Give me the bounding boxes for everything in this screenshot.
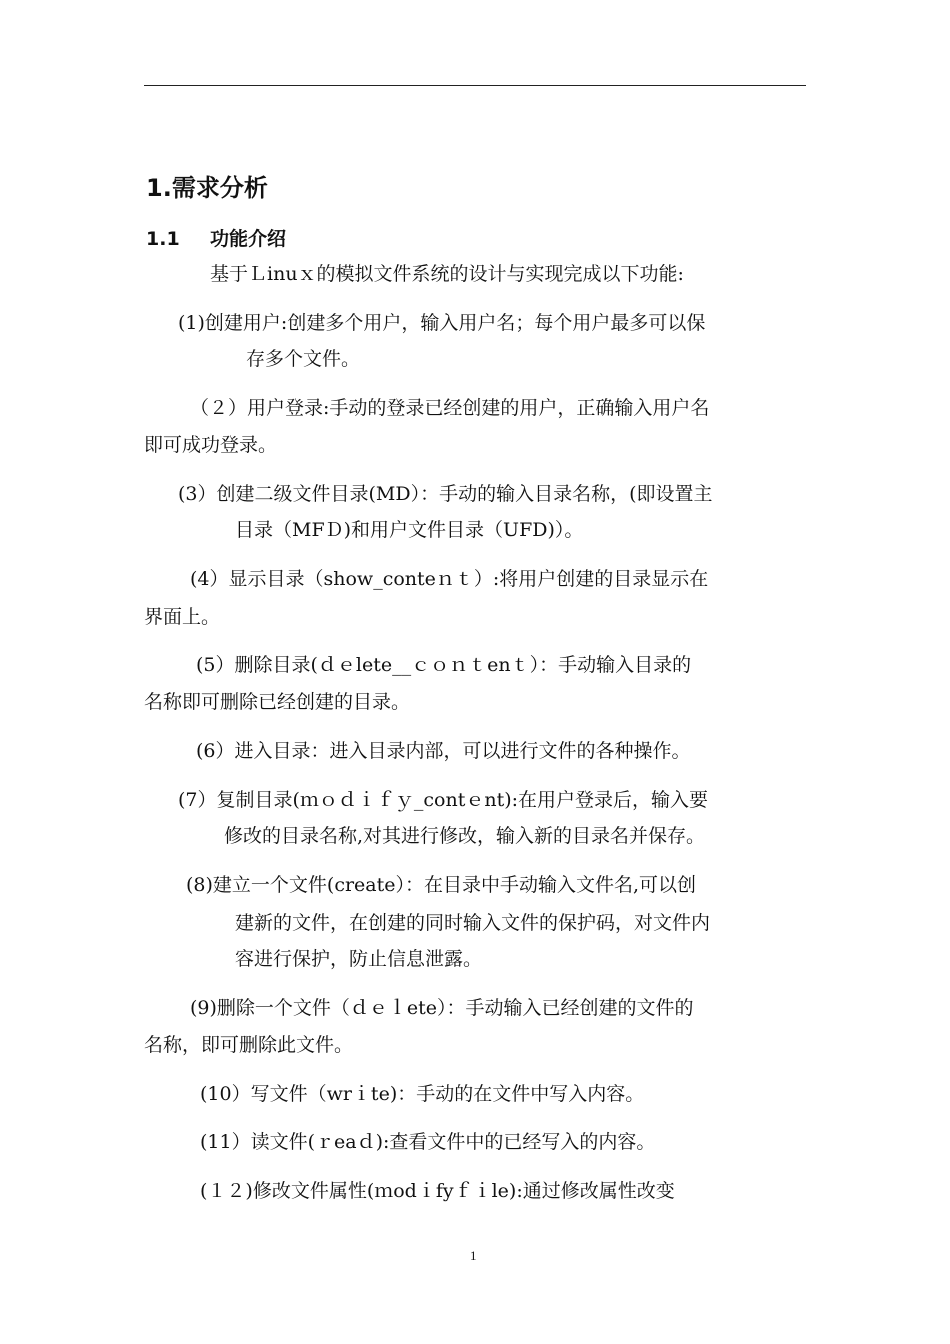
paragraph-line: (8)建立一个文件(create）：在目录中手动输入文件名,可以创 xyxy=(186,874,697,896)
paragraph-line: (9)删除一个文件（ｄｅｌete）：手动输入已经创建的文件的 xyxy=(190,997,694,1019)
paragraph-line: 即可成功登录。 xyxy=(144,434,278,456)
paragraph-line: (１２)修改文件属性(ｍodｉfyｆｉle):通过修改属性改变 xyxy=(200,1180,675,1202)
paragraph-line: (10）写文件（wrｉte)：手动的在文件中写入内容。 xyxy=(200,1083,645,1105)
paragraph-line: 修改的目录名称,对其进行修改，输入新的目录名并保存。 xyxy=(224,825,706,847)
paragraph-line: 名称即可删除已经创建的目录。 xyxy=(144,691,411,713)
paragraph-line: (11）读文件(ｒeaｄ):查看文件中的已经写入的内容。 xyxy=(200,1131,656,1153)
paragraph-line: 建新的文件，在创建的同时输入文件的保护码，对文件内 xyxy=(235,912,711,934)
subsection-title: 功能介绍 xyxy=(210,228,287,250)
paragraph-line: 容进行保护，防止信息泄露。 xyxy=(235,948,483,970)
page-number: 1 xyxy=(470,1248,477,1263)
subsection-number: 1.1 xyxy=(146,228,180,250)
paragraph-line: 界面上。 xyxy=(144,606,221,628)
paragraph-line: 名称，即可删除此文件。 xyxy=(144,1034,354,1056)
header-rule xyxy=(144,85,806,86)
paragraph-line: 存多个文件。 xyxy=(246,348,361,370)
paragraph-line: (5）删除目录(ｄｅlete__ｃｏｎｔenｔ）：手动输入目录的 xyxy=(196,654,692,676)
section-heading: 1.需求分析 xyxy=(146,174,268,202)
paragraph-line: (3）创建二级文件目录(MD）：手动的输入目录名称，(即设置主 xyxy=(178,483,713,505)
subsection-heading xyxy=(146,224,286,251)
paragraph-line: (7）复制目录(ｍｏｄｉｆｙ_contｅnt):在用户登录后，输入要 xyxy=(178,789,709,811)
paragraph-line: (6）进入目录：进入目录内部，可以进行文件的各种操作。 xyxy=(196,740,691,762)
paragraph-line: 目录（MFＤ)和用户文件目录（UFD)）。 xyxy=(235,519,584,541)
paragraph-line: 基于Ｌinuｘ的模拟文件系统的设计与实现完成以下功能: xyxy=(210,263,684,285)
paragraph-line: (4）显示目录（show_conteｎｔ）:将用户创建的目录显示在 xyxy=(190,568,709,590)
paragraph-line: （２）用户登录:手动的登录已经创建的用户，正确输入用户名 xyxy=(190,397,710,419)
paragraph-line: (1)创建用户:创建多个用户，输入用户名；每个用户最多可以保 xyxy=(178,312,706,334)
